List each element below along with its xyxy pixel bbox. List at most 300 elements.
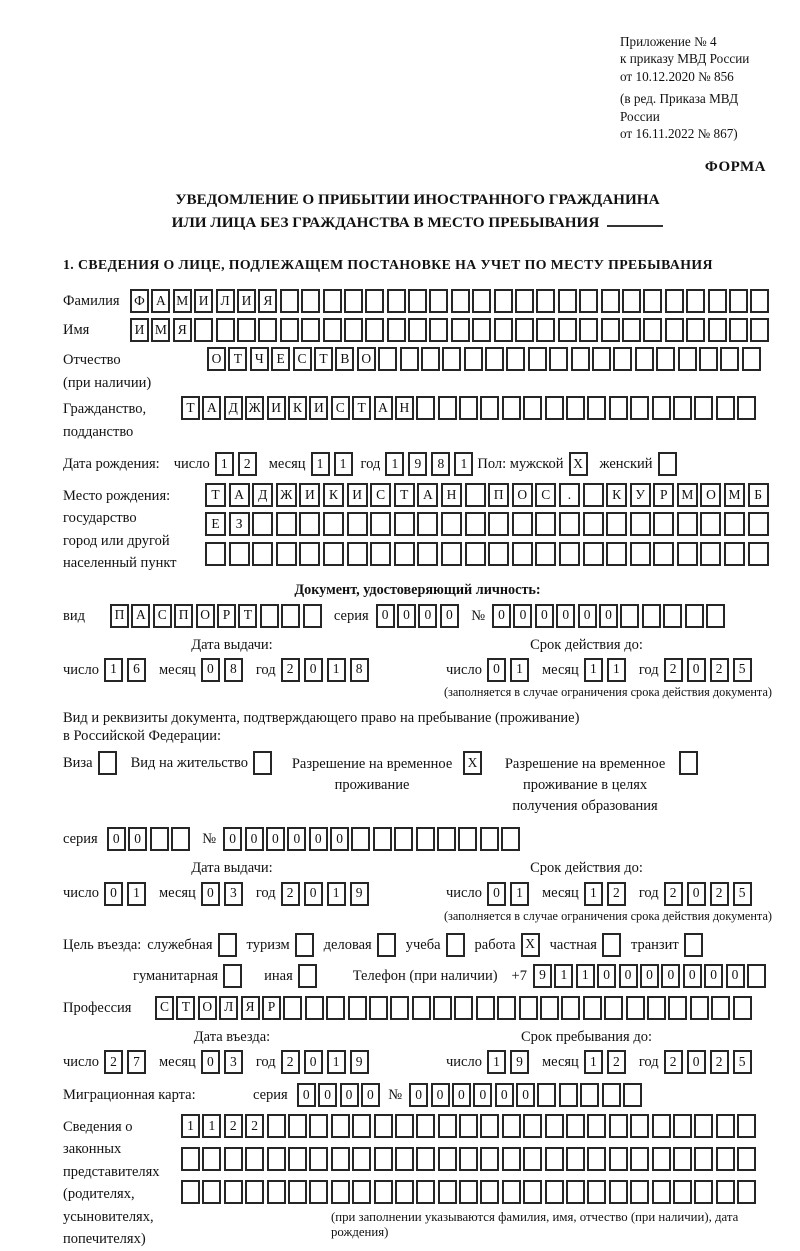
char-cell[interactable]: В	[335, 347, 354, 371]
char-cell[interactable]	[309, 1147, 328, 1171]
char-cell[interactable]	[408, 318, 427, 342]
char-cell[interactable]	[395, 1147, 414, 1171]
char-cell[interactable]: 5	[733, 1050, 752, 1074]
char-cell[interactable]	[652, 1147, 671, 1171]
char-cell[interactable]: Т	[314, 347, 333, 371]
char-cell[interactable]: С	[293, 347, 312, 371]
char-cell[interactable]	[378, 347, 397, 371]
char-cell[interactable]: З	[229, 512, 250, 536]
char-cell[interactable]	[652, 1114, 671, 1138]
char-cell[interactable]	[365, 318, 384, 342]
char-cell[interactable]: Ж	[276, 483, 297, 507]
char-cell[interactable]	[690, 996, 709, 1020]
char-cell[interactable]: 0	[201, 658, 220, 682]
char-cell[interactable]	[535, 512, 556, 536]
char-cell[interactable]	[601, 318, 620, 342]
char-cell[interactable]	[373, 827, 392, 851]
char-cell[interactable]: 0	[128, 827, 147, 851]
char-cell[interactable]	[665, 318, 684, 342]
char-cell[interactable]: П	[174, 604, 193, 628]
char-cell[interactable]	[566, 1180, 585, 1204]
char-cell[interactable]	[609, 1180, 628, 1204]
char-cell[interactable]	[502, 1114, 521, 1138]
char-cell[interactable]: И	[267, 396, 286, 420]
char-cell[interactable]	[566, 396, 585, 420]
char-cell[interactable]	[421, 347, 440, 371]
char-cell[interactable]	[267, 1147, 286, 1171]
char-cell[interactable]	[700, 542, 721, 566]
char-cell[interactable]	[459, 1180, 478, 1204]
char-cell[interactable]	[394, 827, 413, 851]
char-cell[interactable]	[488, 512, 509, 536]
char-cell[interactable]	[416, 827, 435, 851]
char-cell[interactable]: 0	[107, 827, 126, 851]
char-cell[interactable]: 0	[397, 604, 416, 628]
char-cell[interactable]: И	[299, 483, 320, 507]
char-cell[interactable]: .	[559, 483, 580, 507]
char-cell[interactable]	[438, 396, 457, 420]
char-cell[interactable]: 3	[224, 1050, 243, 1074]
char-cell[interactable]	[352, 1147, 371, 1171]
char-cell[interactable]: А	[374, 396, 393, 420]
char-cell[interactable]	[583, 483, 604, 507]
char-cell[interactable]: 0	[287, 827, 306, 851]
char-cell[interactable]: 9	[533, 964, 552, 988]
char-cell[interactable]	[237, 318, 256, 342]
char-cell[interactable]	[694, 1180, 713, 1204]
char-cell[interactable]: 1	[576, 964, 595, 988]
char-cell[interactable]	[441, 542, 462, 566]
char-cell[interactable]	[429, 318, 448, 342]
char-cell[interactable]: М	[151, 318, 170, 342]
char-cell[interactable]	[352, 1114, 371, 1138]
char-cell[interactable]: 2	[238, 452, 257, 476]
char-cell[interactable]	[303, 604, 322, 628]
char-cell[interactable]	[501, 827, 520, 851]
char-cell[interactable]: 8	[224, 658, 243, 682]
char-cell[interactable]	[417, 512, 438, 536]
char-cell[interactable]: 1	[487, 1050, 506, 1074]
char-cell[interactable]	[459, 1147, 478, 1171]
char-cell[interactable]	[323, 542, 344, 566]
char-cell[interactable]: 2	[104, 1050, 123, 1074]
char-cell[interactable]: О	[196, 604, 215, 628]
char-cell[interactable]	[677, 512, 698, 536]
char-cell[interactable]	[652, 396, 671, 420]
char-cell[interactable]	[545, 1114, 564, 1138]
char-cell[interactable]	[643, 289, 662, 313]
purpose-humanitarian-checkbox[interactable]	[223, 964, 242, 988]
char-cell[interactable]: О	[357, 347, 376, 371]
char-cell[interactable]	[716, 1180, 735, 1204]
char-cell[interactable]	[737, 396, 756, 420]
char-cell[interactable]: 1	[584, 658, 603, 682]
char-cell[interactable]	[301, 318, 320, 342]
char-cell[interactable]: 0	[440, 604, 459, 628]
purpose-work-checkbox[interactable]: X	[521, 933, 540, 957]
char-cell[interactable]	[438, 1180, 457, 1204]
char-cell[interactable]: 0	[376, 604, 395, 628]
char-cell[interactable]	[451, 289, 470, 313]
char-cell[interactable]	[408, 289, 427, 313]
char-cell[interactable]: 0	[487, 658, 506, 682]
char-cell[interactable]	[733, 996, 752, 1020]
char-cell[interactable]	[579, 289, 598, 313]
char-cell[interactable]	[331, 1180, 350, 1204]
char-cell[interactable]	[465, 483, 486, 507]
char-cell[interactable]: 1	[584, 882, 603, 906]
char-cell[interactable]	[224, 1180, 243, 1204]
char-cell[interactable]	[301, 289, 320, 313]
char-cell[interactable]: 0	[535, 604, 554, 628]
char-cell[interactable]	[260, 604, 279, 628]
char-cell[interactable]	[699, 347, 718, 371]
char-cell[interactable]	[583, 512, 604, 536]
char-cell[interactable]: 1	[554, 964, 573, 988]
char-cell[interactable]	[653, 542, 674, 566]
char-cell[interactable]: И	[347, 483, 368, 507]
char-cell[interactable]	[276, 542, 297, 566]
char-cell[interactable]: Т	[176, 996, 195, 1020]
char-cell[interactable]	[374, 1114, 393, 1138]
char-cell[interactable]: Я	[173, 318, 192, 342]
char-cell[interactable]: 0	[330, 827, 349, 851]
char-cell[interactable]	[394, 512, 415, 536]
char-cell[interactable]	[351, 827, 370, 851]
char-cell[interactable]	[630, 542, 651, 566]
char-cell[interactable]	[537, 1083, 556, 1107]
char-cell[interactable]	[587, 396, 606, 420]
char-cell[interactable]	[171, 827, 190, 851]
char-cell[interactable]: 0	[340, 1083, 359, 1107]
char-cell[interactable]	[536, 318, 555, 342]
char-cell[interactable]	[742, 347, 761, 371]
char-cell[interactable]: С	[331, 396, 350, 420]
char-cell[interactable]	[390, 996, 409, 1020]
purpose-tourism-checkbox[interactable]	[295, 933, 314, 957]
char-cell[interactable]	[480, 1114, 499, 1138]
char-cell[interactable]	[587, 1180, 606, 1204]
char-cell[interactable]	[497, 996, 516, 1020]
char-cell[interactable]: 5	[733, 658, 752, 682]
char-cell[interactable]	[559, 542, 580, 566]
char-cell[interactable]	[326, 996, 345, 1020]
char-cell[interactable]	[374, 1147, 393, 1171]
visa-checkbox[interactable]	[98, 751, 117, 775]
char-cell[interactable]	[438, 1147, 457, 1171]
char-cell[interactable]	[604, 996, 623, 1020]
char-cell[interactable]: Т	[238, 604, 257, 628]
char-cell[interactable]: 1	[202, 1114, 221, 1138]
char-cell[interactable]	[523, 396, 542, 420]
char-cell[interactable]: С	[535, 483, 556, 507]
char-cell[interactable]	[528, 347, 547, 371]
char-cell[interactable]	[694, 396, 713, 420]
char-cell[interactable]: 0	[104, 882, 123, 906]
char-cell[interactable]	[331, 1147, 350, 1171]
char-cell[interactable]	[150, 827, 169, 851]
char-cell[interactable]	[630, 1147, 649, 1171]
char-cell[interactable]	[395, 1114, 414, 1138]
char-cell[interactable]	[281, 604, 300, 628]
char-cell[interactable]	[558, 289, 577, 313]
char-cell[interactable]	[252, 512, 273, 536]
char-cell[interactable]	[716, 1114, 735, 1138]
char-cell[interactable]: 0	[266, 827, 285, 851]
char-cell[interactable]	[429, 289, 448, 313]
char-cell[interactable]	[583, 542, 604, 566]
char-cell[interactable]	[630, 512, 651, 536]
char-cell[interactable]	[613, 347, 632, 371]
char-cell[interactable]: 1	[510, 882, 529, 906]
char-cell[interactable]	[724, 512, 745, 536]
char-cell[interactable]	[464, 347, 483, 371]
char-cell[interactable]	[536, 289, 555, 313]
char-cell[interactable]	[194, 318, 213, 342]
temp-residence-checkbox[interactable]: X	[463, 751, 482, 775]
char-cell[interactable]	[561, 996, 580, 1020]
char-cell[interactable]: К	[323, 483, 344, 507]
char-cell[interactable]	[438, 1114, 457, 1138]
char-cell[interactable]: 0	[578, 604, 597, 628]
char-cell[interactable]	[433, 996, 452, 1020]
char-cell[interactable]: Л	[219, 996, 238, 1020]
char-cell[interactable]	[458, 827, 477, 851]
char-cell[interactable]: О	[198, 996, 217, 1020]
char-cell[interactable]: 0	[687, 658, 706, 682]
char-cell[interactable]: 0	[201, 1050, 220, 1074]
char-cell[interactable]	[465, 542, 486, 566]
char-cell[interactable]	[523, 1180, 542, 1204]
char-cell[interactable]: 0	[683, 964, 702, 988]
char-cell[interactable]	[673, 396, 692, 420]
char-cell[interactable]: А	[229, 483, 250, 507]
char-cell[interactable]	[642, 604, 661, 628]
char-cell[interactable]: 1	[215, 452, 234, 476]
char-cell[interactable]: 2	[664, 658, 683, 682]
char-cell[interactable]	[677, 542, 698, 566]
purpose-official-checkbox[interactable]	[218, 933, 237, 957]
char-cell[interactable]	[515, 318, 534, 342]
char-cell[interactable]: Б	[748, 483, 769, 507]
char-cell[interactable]: И	[130, 318, 149, 342]
char-cell[interactable]	[394, 542, 415, 566]
char-cell[interactable]: И	[237, 289, 256, 313]
char-cell[interactable]: К	[288, 396, 307, 420]
char-cell[interactable]: Р	[653, 483, 674, 507]
char-cell[interactable]	[506, 347, 525, 371]
char-cell[interactable]: 0	[513, 604, 532, 628]
char-cell[interactable]: 2	[664, 1050, 683, 1074]
char-cell[interactable]: А	[151, 289, 170, 313]
char-cell[interactable]	[620, 604, 639, 628]
char-cell[interactable]	[708, 289, 727, 313]
char-cell[interactable]: 0	[640, 964, 659, 988]
char-cell[interactable]	[519, 996, 538, 1020]
char-cell[interactable]	[606, 512, 627, 536]
char-cell[interactable]	[665, 289, 684, 313]
char-cell[interactable]	[622, 289, 641, 313]
char-cell[interactable]	[416, 1114, 435, 1138]
char-cell[interactable]	[472, 289, 491, 313]
char-cell[interactable]: 0	[304, 658, 323, 682]
char-cell[interactable]: 8	[431, 452, 450, 476]
char-cell[interactable]	[512, 512, 533, 536]
char-cell[interactable]	[609, 396, 628, 420]
char-cell[interactable]	[559, 512, 580, 536]
char-cell[interactable]: 0	[726, 964, 745, 988]
char-cell[interactable]: 2	[710, 1050, 729, 1074]
char-cell[interactable]	[280, 289, 299, 313]
char-cell[interactable]	[288, 1180, 307, 1204]
char-cell[interactable]	[224, 1147, 243, 1171]
char-cell[interactable]	[309, 1180, 328, 1204]
char-cell[interactable]	[280, 318, 299, 342]
char-cell[interactable]	[202, 1180, 221, 1204]
char-cell[interactable]: М	[173, 289, 192, 313]
char-cell[interactable]	[566, 1147, 585, 1171]
purpose-business-checkbox[interactable]	[377, 933, 396, 957]
char-cell[interactable]	[592, 347, 611, 371]
char-cell[interactable]	[748, 512, 769, 536]
char-cell[interactable]: М	[677, 483, 698, 507]
char-cell[interactable]: 0	[297, 1083, 316, 1107]
char-cell[interactable]	[673, 1114, 692, 1138]
char-cell[interactable]	[685, 604, 704, 628]
char-cell[interactable]	[480, 1147, 499, 1171]
char-cell[interactable]: 8	[350, 658, 369, 682]
char-cell[interactable]: С	[155, 996, 174, 1020]
char-cell[interactable]	[400, 347, 419, 371]
char-cell[interactable]	[724, 542, 745, 566]
char-cell[interactable]	[344, 318, 363, 342]
char-cell[interactable]	[480, 1180, 499, 1204]
char-cell[interactable]	[623, 1083, 642, 1107]
char-cell[interactable]: 0	[704, 964, 723, 988]
char-cell[interactable]	[545, 1180, 564, 1204]
char-cell[interactable]	[395, 1180, 414, 1204]
char-cell[interactable]: О	[207, 347, 226, 371]
char-cell[interactable]	[370, 542, 391, 566]
char-cell[interactable]	[656, 347, 675, 371]
char-cell[interactable]: А	[131, 604, 150, 628]
char-cell[interactable]	[673, 1147, 692, 1171]
temp-residence-education-checkbox[interactable]	[679, 751, 698, 775]
char-cell[interactable]	[643, 318, 662, 342]
char-cell[interactable]	[729, 318, 748, 342]
char-cell[interactable]: О	[700, 483, 721, 507]
char-cell[interactable]: Т	[181, 396, 200, 420]
char-cell[interactable]: 9	[350, 1050, 369, 1074]
char-cell[interactable]: А	[417, 483, 438, 507]
char-cell[interactable]: 0	[409, 1083, 428, 1107]
char-cell[interactable]	[416, 1180, 435, 1204]
char-cell[interactable]: Л	[216, 289, 235, 313]
char-cell[interactable]	[485, 347, 504, 371]
char-cell[interactable]	[663, 604, 682, 628]
char-cell[interactable]	[635, 347, 654, 371]
char-cell[interactable]	[545, 396, 564, 420]
char-cell[interactable]	[673, 1180, 692, 1204]
char-cell[interactable]	[442, 347, 461, 371]
char-cell[interactable]: 2	[245, 1114, 264, 1138]
char-cell[interactable]	[737, 1147, 756, 1171]
char-cell[interactable]	[583, 996, 602, 1020]
char-cell[interactable]	[694, 1114, 713, 1138]
char-cell[interactable]	[579, 318, 598, 342]
char-cell[interactable]: 0	[245, 827, 264, 851]
char-cell[interactable]	[716, 1147, 735, 1171]
char-cell[interactable]	[748, 542, 769, 566]
char-cell[interactable]: 0	[687, 1050, 706, 1074]
char-cell[interactable]	[647, 996, 666, 1020]
char-cell[interactable]	[602, 1083, 621, 1107]
char-cell[interactable]	[181, 1147, 200, 1171]
char-cell[interactable]	[502, 396, 521, 420]
char-cell[interactable]	[374, 1180, 393, 1204]
char-cell[interactable]: 1	[385, 452, 404, 476]
char-cell[interactable]: П	[110, 604, 129, 628]
char-cell[interactable]: 1	[327, 1050, 346, 1074]
purpose-transit-checkbox[interactable]	[684, 933, 703, 957]
char-cell[interactable]	[454, 996, 473, 1020]
char-cell[interactable]: 0	[597, 964, 616, 988]
char-cell[interactable]: Е	[271, 347, 290, 371]
char-cell[interactable]	[416, 396, 435, 420]
char-cell[interactable]	[267, 1114, 286, 1138]
char-cell[interactable]	[288, 1114, 307, 1138]
char-cell[interactable]: 0	[431, 1083, 450, 1107]
char-cell[interactable]: 1	[607, 658, 626, 682]
char-cell[interactable]	[523, 1147, 542, 1171]
char-cell[interactable]	[344, 289, 363, 313]
char-cell[interactable]: 1	[311, 452, 330, 476]
char-cell[interactable]: 0	[304, 1050, 323, 1074]
char-cell[interactable]: Н	[395, 396, 414, 420]
char-cell[interactable]	[601, 289, 620, 313]
char-cell[interactable]: 2	[607, 882, 626, 906]
char-cell[interactable]: О	[512, 483, 533, 507]
char-cell[interactable]: 3	[224, 882, 243, 906]
char-cell[interactable]	[283, 996, 302, 1020]
char-cell[interactable]	[441, 512, 462, 536]
char-cell[interactable]	[299, 542, 320, 566]
char-cell[interactable]	[465, 512, 486, 536]
char-cell[interactable]	[652, 1180, 671, 1204]
char-cell[interactable]: 9	[408, 452, 427, 476]
char-cell[interactable]: 7	[127, 1050, 146, 1074]
char-cell[interactable]	[451, 318, 470, 342]
char-cell[interactable]	[708, 318, 727, 342]
char-cell[interactable]	[216, 318, 235, 342]
char-cell[interactable]: 9	[510, 1050, 529, 1074]
char-cell[interactable]	[729, 289, 748, 313]
char-cell[interactable]	[387, 318, 406, 342]
char-cell[interactable]	[694, 1147, 713, 1171]
char-cell[interactable]: Ж	[245, 396, 264, 420]
char-cell[interactable]: Д	[224, 396, 243, 420]
char-cell[interactable]: 0	[418, 604, 437, 628]
char-cell[interactable]: Н	[441, 483, 462, 507]
char-cell[interactable]	[229, 542, 250, 566]
char-cell[interactable]	[630, 1180, 649, 1204]
char-cell[interactable]	[545, 1147, 564, 1171]
char-cell[interactable]	[580, 1083, 599, 1107]
char-cell[interactable]: 0	[487, 882, 506, 906]
purpose-study-checkbox[interactable]	[446, 933, 465, 957]
char-cell[interactable]: 0	[201, 882, 220, 906]
char-cell[interactable]	[737, 1114, 756, 1138]
